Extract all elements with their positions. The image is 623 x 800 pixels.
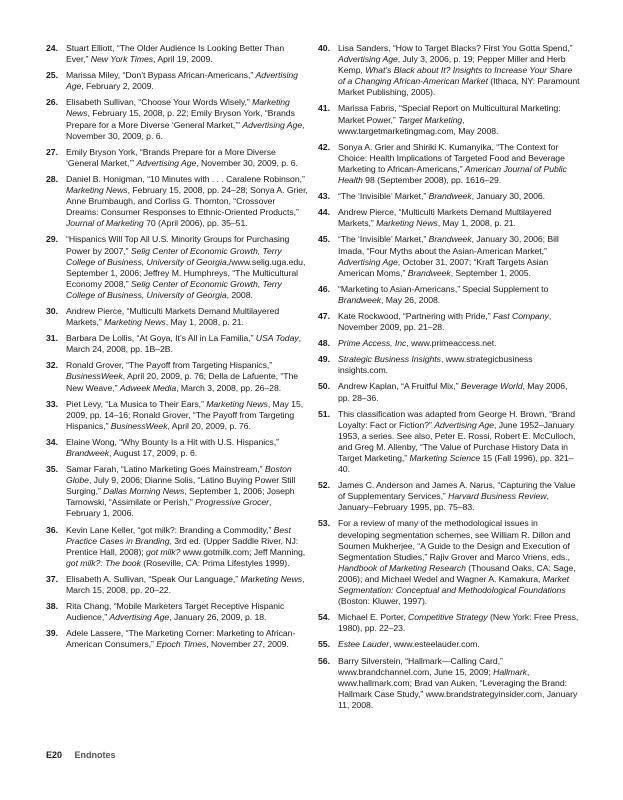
endnote-number: 49. [318,354,330,365]
endnote-italic-text: Beverage World [460,381,523,392]
endnote-text: Daniel B. Honigman, “10 Minutes with . . . Caralene Robinson,” [66,173,305,184]
endnote-italic-text: American Journal of Public Health [338,163,567,186]
endnote-number: 35. [46,464,58,475]
page-number: E20 [46,750,63,760]
endnote-text: James C. Anderson and James A. Narus, “Capturing the Value of Supplementary Services,” [338,480,576,502]
endnote-text: , January 30, 2006; Bill Imada, “Four Myths about the Asian-American Market,” [338,234,559,256]
endnote-number: 39. [46,628,58,639]
endnote-number: 50. [318,381,330,392]
endnote-number: 48. [318,338,330,349]
endnote-number: 46. [318,283,330,294]
endnote [318,354,580,376]
endnote-number: 44. [318,207,330,218]
endnote-text: Rita Chang, “Mobile Marketers Target Receptive Hispanic Audience,” [66,601,285,623]
endnote-text: Elisabeth A. Sullivan, “Speak Our Language,” [66,573,241,584]
endnote-text: , July 3, 2006, p. 19; Pepper Miller and Herb Kemp, [338,54,566,76]
endnote-text: Adele Lassere, “The Marketing Corner: Marketing to African-American Consumers,” [66,628,296,650]
endnote-text: Barbara De Lollis, “At Goya, It’s All in La Familia,” [66,333,256,344]
endnote-italic-text: Boston Globe [66,464,292,486]
endnote-text: , www.hallmark.com; Brad van Auken, “Leveraging the Brand: Hallmark Case Study,” www.brandstrategyinsider.com, January 11, 2008. [338,666,578,710]
endnote [46,525,308,569]
endnote-text: , April 20, 2009, p. 76. [167,420,251,431]
endnote-text: , 3rd ed. (Upper Saddle River, NJ: Prentice Hall, 2008); [66,535,299,557]
endnote-number: 45. [318,234,330,245]
endnote-text: , September 1, 2006; Joseph Tarnowski, “Assimilate or Perish,” [66,486,295,508]
endnote-italic-text: Handbook of Marketing Research [338,562,466,573]
page-footer [46,750,116,761]
endnote-text: , www.strategicbusiness insights.com. [338,354,533,376]
endnote [318,639,580,650]
endnote-text: , April 20, 2009, p. 76; Della de Lafuente, “The New Weave,” [66,371,299,393]
endnote-italic-text: Advertising Age [136,157,197,168]
endnote [46,97,308,141]
endnote-number: 36. [46,524,58,535]
endnote-text: This classification was adapted from George H. Brown, “Brand Loyalty: Fact or Fiction?” [338,408,575,430]
endnote-italic-text: Selig Center of Economic Growth, Terry College of Business, University of Georgia [66,245,282,267]
endnote-number: 51. [318,408,330,419]
endnote-text: , June 1952–January 1953, a series. See also, Peter E. Rossi, Robert E. McCulloch, and Greg M. Allenby, “The Value of Purchase History Data in Target Marketing,” [338,419,576,463]
endnote [46,601,308,623]
endnote-text: , April 19, 2009. [153,54,213,65]
endnote-text: “The ‘Invisible’ Market,” [338,234,429,245]
endnote-italic-text: Brandweek [428,191,472,202]
endnote [318,43,580,98]
endnote-italic-text: New York Times [90,54,154,65]
endnote-text: Andrew Pierce, “Multiculti Markets Demand Multilayered Markets,” [338,207,552,229]
endnote-number: 24. [46,43,58,53]
endnote [318,191,580,202]
endnote [318,518,580,607]
section-title: Endnotes [74,750,116,760]
endnote-italic-text: Advertising Age [434,419,494,430]
endnote [46,333,308,355]
endnote-text: , August 17, 2009, p. 6. [109,448,198,458]
endnote-italic-text: Brandweek [66,448,110,458]
endnote-text: (Thousand Oaks, CA: Sage, 2006); and Michael Wedel and Wagner A. Kamakura, [338,562,576,584]
endnote-text: , September 1, 2005. [450,267,531,278]
endnote-text: Piet Levy, “La Musica to Their Ears,” [66,398,207,409]
endnote-number: 38. [46,601,58,612]
endnote-italic-text: Epoch Times [156,639,207,650]
endnote-italic-text: Marketing News [240,573,303,584]
endnote-italic-text: Hallmark [493,666,527,677]
endnote [318,612,580,634]
endnote-text: Sonya A. Grier and Shiriki K. Kumanyika, “The Context for Choice: Health Implications of Targeted Food and Beverage Marketing to African-Americans,” [338,141,565,174]
endnote-text: , March 3, 2008, pp. 26–28. [176,382,282,393]
endnote-number: 43. [318,191,330,202]
endnote [46,174,308,229]
endnote-italic-text: Marketing Science [409,453,481,463]
endnote-number: 47. [318,310,330,321]
endnote-text: , July 9, 2006; Dianne Solis, “Latino Buying Power Still Surging,” [66,475,296,497]
endnote-text: , May 1, 2008, p. 21. [165,317,244,328]
endnote-text: , www.primeaccess.net. [406,338,497,349]
endnote [318,234,580,278]
endnote-number: 55. [318,639,330,650]
endnotes-column-left [46,43,308,656]
endnote-italic-text: Brandweek [428,234,472,245]
endnote-text: Emily Bryson York, “Brands Prepare for a More Diverse ‘General Market,’” [66,146,276,168]
endnote-text: Andrew Pierce, “Multiculti Markets Demand Multilayered Markets,” [66,305,280,328]
endnote-number: 32. [46,360,58,371]
endnote-text: , 2008. [226,289,253,300]
endnote [318,338,580,349]
endnote-italic-text: got milk? [146,546,181,557]
endnote-text: , October 31, 2007; “Kraft Targets Asian American Moms,” [338,256,549,278]
endnote-italic-text: Prime Access, Inc [338,338,407,349]
endnote-italic-text: Competitive Strategy [408,612,488,623]
endnote-text: Ronald Grover, “The Payoff from Targeting Hispanics,” [66,360,273,371]
endnote-italic-text: BusinessWeek [66,371,123,382]
endnote-number: 25. [46,70,58,81]
endnote [46,234,308,301]
endnote-text: , www.esteelauder.com. [389,639,480,650]
endnote-text: Michael E. Porter, [338,612,409,623]
endnote-text: 15 (Fall 1996), pp. 321–40. [338,453,574,475]
endnote-text: , January 30, 2006. [471,191,546,202]
endnote-italic-text: Best Practice Cases in Branding [66,524,291,546]
endnote-italic-text: Target Marketing [398,114,463,125]
endnote-text: Marissa Miley, “Don’t Bypass African-Americans,” [66,70,256,81]
endnote-text: For a review of many of the methodological issues in developing segmentation schemes, see William R. Dillon and Soumen Mukherjee, “A Guide to the Design and Execution of Segmentation Studies,” Rajiv Grover and Marco Vriens, eds., [338,518,571,562]
endnote-number: 52. [318,480,330,491]
endnote-text: , January 26, 2009, p. 18. [169,612,267,623]
endnote-italic-text: Advertising Age [109,612,170,623]
endnote-text: “The ‘Invisible’ Market,” [338,191,429,202]
endnote-number: 31. [46,333,58,344]
endnote [46,147,308,169]
endnote-text: Marissa Fabris, “Special Report on Multicultural Marketing: Market Power,” [338,103,561,125]
endnote-text: , www.targetmarketingmag.com, May 2008. [338,114,499,136]
endnote [46,43,308,65]
endnote-italic-text: Dallas Morning News [103,486,185,497]
endnote [318,103,580,136]
endnote-italic-text: USA Today [255,333,299,344]
endnote [318,656,580,711]
endnote-text: , November 2009, pp. 21–28. [338,310,552,333]
endnote-italic-text: Advertising Age [66,70,298,92]
endnote [318,207,580,229]
endnote-text: Stuart Elliott, “The Older Audience Is Looking Better Than Ever,” [66,43,285,65]
endnote [318,409,580,476]
endnote [318,311,580,333]
endnote-text: , January–February 1995, pp. 75–83. [338,491,549,513]
endnote-text: Elisabeth Sullivan, “Choose Your Words Wisely,” [66,97,253,108]
endnote-number: 56. [318,655,330,666]
endnote [318,381,580,403]
endnote-text: “Marketing to Asian-Americans,” Special Supplement to [338,283,549,294]
endnote-number: 41. [318,103,330,114]
endnote-italic-text: Progressive Grocer [195,497,270,508]
endnote [318,284,580,306]
endnote-text: , February 15, 2008, pp. 24–28; Sonya A. Grier, Anne Brumbaugh, and Corliss G. Thornton, “Crossover Dreams: Consumer Responses to Ethnic-Oriented Products,” [66,185,308,218]
endnote-italic-text: Brandweek [338,294,382,305]
endnote-italic-text: Journal of Marketing [66,218,144,229]
endnote-text: , November 30, 2009, p. 6. [196,157,298,168]
endnote [46,574,308,596]
endnote-italic-text: Advertising Age [242,119,303,130]
endnote-italic-text: Harvard Business Review [448,491,547,502]
endnote-number: 26. [46,97,58,108]
endnote [46,399,308,432]
endnote-text: , February 1, 2006. [66,497,272,519]
endnote-italic-text: Estee Lauder [338,639,390,650]
endnote [46,464,308,519]
endnote-number: 28. [46,173,58,184]
endnote-text: , November 27, 2009. [206,639,289,650]
endnote-text: , May 1, 2008, p. 21. [437,218,516,229]
endnote-text: “Hispanics Will Top All U.S. Minority Groups for Purchasing Power by 2007,” [66,234,290,256]
endnote-italic-text: Advertising Age [338,256,398,267]
endnote-text: Samar Farah, “Latino Marketing Goes Mainstream,” [66,464,265,475]
endnote-italic-text: Advertising Age [338,54,398,65]
endnote-text: (New York: Free Press, 1980), pp. 22–23. [338,612,579,634]
endnote-number: 30. [46,305,58,316]
endnote-text: , May 2006, pp. 28–36. [338,381,568,403]
endnote-number: 54. [318,612,330,623]
endnote-italic-text: Marketing News [66,185,128,196]
endnote [46,306,308,328]
endnotes-column-right [318,43,580,716]
endnote [46,628,308,650]
endnote-text: Kate Rockwood, “Partnering with Pride,” [338,310,493,321]
endnote-text: , May 26, 2008. [381,294,441,305]
endnote [318,480,580,513]
endnote-text: Lisa Sanders, “How to Target Blacks? First You Gotta Spend,” [338,43,573,53]
endnote-text: , March 24, 2008, pp. 1B–2B. [66,333,302,355]
endnote-italic-text: Brandweek [407,267,451,278]
endnote-number: 29. [46,234,58,245]
endnote-text: 70 (April 2006), pp. 35–51. [143,218,248,229]
endnote-text: Andrew Kaplan, “A Fruitful Mix,” [338,381,461,392]
endnote-text: , November 30, 2009, p. 6. [66,119,305,141]
endnote-number: 53. [318,518,330,529]
endnote-italic-text: Strategic Business Insights [338,354,441,365]
endnote-text: Barry Silverstein, “Hallmark—Calling Card,” www.brandchannel.com, June 15, 2009; [338,655,503,677]
endnote [46,437,308,459]
endnote-text: (Roseville, CA: Prima Lifestyles 1999). [140,557,290,568]
endnote [318,142,580,186]
endnote-text: , February 2, 2009. [81,81,154,92]
endnote-italic-text: Marketing News [376,218,438,229]
endnote-text: www.gotmilk.com; Jeff Manning, [180,546,306,557]
endnote-italic-text: BusinessWeek [110,420,168,431]
endnote-text: , February 15, 2008, p. 22; Emily Bryson York, “Brands Prepare for a More Diverse ‘General Market,’” [66,108,295,130]
endnote-text: Elaine Wong, “Why Bounty Is a Hit with U.S. Hispanics,” [66,436,279,447]
endnote-italic-text: What’s Black about It? Insights to Increase Your Share of a Changing African-American Market [338,65,573,87]
endnote-text: 98 (September 2008), pp. 1616–29. [362,175,502,186]
endnote-text: ,/www.selig.uga.edu, September 1, 2006; Jeffrey M. Humphreys, “The Multicultural Economy 2008,” [66,256,306,289]
endnote-italic-text: Selig Center of Economic Growth, Terry College of Business, University of Georgia [66,278,282,300]
endnote-number: 42. [318,141,330,152]
endnote-number: 34. [46,436,58,447]
endnote [46,70,308,92]
endnote-text: (Boston: Kluwer, 1997). [338,596,428,607]
endnote [46,360,308,393]
endnote-italic-text: Adweek Media [119,382,177,393]
endnote-italic-text: Marketing News [66,97,290,119]
endnote-number: 40. [318,43,330,53]
endnote-text: Kevin Lane Keller, “got milk?: Branding a Commodity,” [66,524,274,535]
endnote-italic-text: got milk?: The book [66,557,141,568]
endnote-text: , May 15, 2009, pp. 14–16; Ronald Grover, “The Payoff from Targeting Hispanics,” [66,398,304,431]
endnote-italic-text: Market Segmentation: Conceptual and Methodological Foundations [338,573,569,596]
endnote-number: 33. [46,398,58,409]
endnote-italic-text: Fast Company [492,310,549,321]
endnote-text: (Ithaca, NY: Paramount Market Publishing, 2005). [338,76,580,98]
endnote-italic-text: Marketing News [104,317,166,328]
endnote-italic-text: Marketing News [206,398,268,409]
endnote-number: 27. [46,146,58,157]
endnote-number: 37. [46,573,58,584]
endnote-text: , March 15, 2008, pp. 20–22. [66,573,305,596]
